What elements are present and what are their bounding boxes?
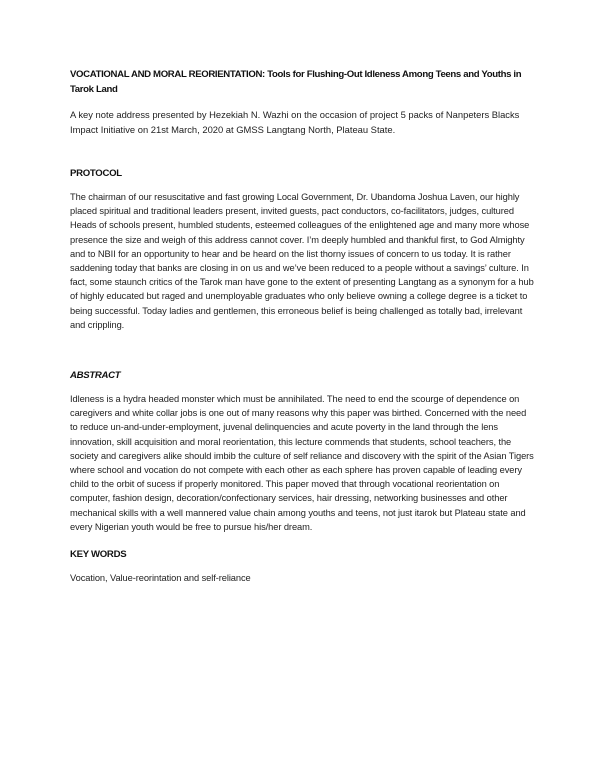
- keywords-heading: KEY WORDS: [70, 549, 127, 561]
- abstract-paragraph: Idleness is a hydra headed monster which must be annihilated. The need to end the scourge of dependence on caregivers and white collar jobs is one out of many reasons why this paper was birthed. Concerned with the need to reduce un-and-under-employment, juvenal delinquencies and acute poverty in the land through the lens innovation, skill acquisition and moral reorientation, this lecture commends that students, school teachers, the society and caregivers alike should imbib the culture of self reliance and discovery with the spirit of the Asian Tigers where school and vocation do not compete with each other as each sphere has proven capable of leading every child to the orbit of sucess if properly monitored. This paper moved that through vocational reorientation on computer, fashion design, decoration/confectionary services, hair dressing, networking businesses and other mechanical skills with a well mannered value chain among youths and teens, not just itarok but Plateau state and every Nigerian youth would be free to pursue his/her dream.: [70, 394, 534, 532]
- intro-paragraph: A key note address presented by Hezekiah N. Wazhi on the occasion of project 5 packs of Nanpeters Blacks Impact Initiative on 21st March, 2020 at GMSS Langtang North, Plateau State.: [70, 109, 520, 135]
- abstract-heading: ABSTRACT: [70, 370, 121, 382]
- document-page: [70, 68, 536, 585]
- document-title: VOCATIONAL AND MORAL REORIENTATION: Tools for Flushing-Out Idleness Among Teens and Youths in Tarok Land: [70, 69, 522, 95]
- protocol-heading: PROTOCOL: [70, 168, 122, 179]
- keywords-text: Vocation, Value-reorintation and self-reliance: [70, 573, 251, 584]
- protocol-paragraph: The chairman of our resuscitative and fast growing Local Government, Dr. Ubandoma Joshua Laven, our highly placed spiritual and traditional leaders present, invited guests, pact conductors, co-facilitators, judges, cultured Heads of schools present, humbled students, esteemed colleagues of the enlightened age and many more whose presence the size and weigh of this address cannot cover. I’m deeply humbled and thankful first, to God Almighty and to NBII for an opportunity to hear and be heard on the list thorny issues of concern to us today. It is rather saddening today that banks are closing in on us and we’ve been reduced to a people without a savings’ culture. In fact, some staunch critics of the Tarok man have gone to the extent of presenting Langtang as a synonym for a hub of highly educated but raged and unemployable graduates who only believe owning a college degree is a ticket to being successful. Today ladies and gentlemen, this erroneous belief is being challenged as totally bad, irrelevant and crippling.: [70, 192, 534, 330]
